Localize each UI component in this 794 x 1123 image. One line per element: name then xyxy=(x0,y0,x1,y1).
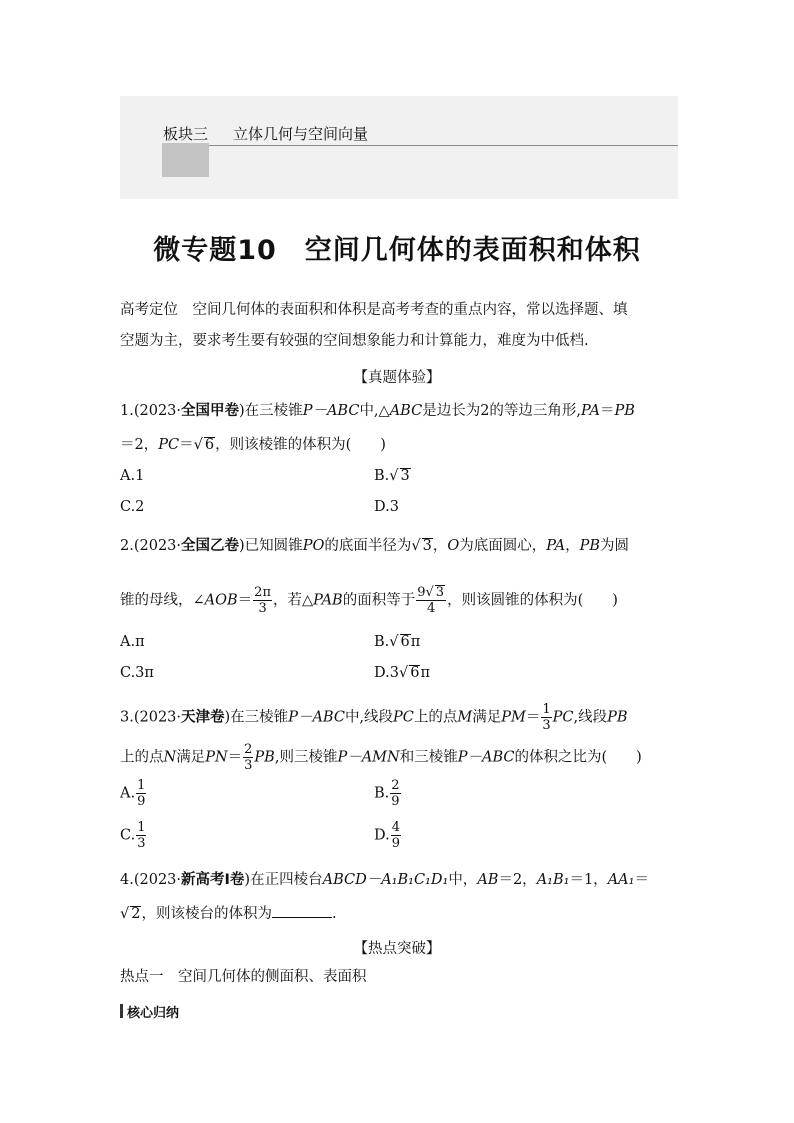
banner-divider xyxy=(209,145,678,146)
page-title xyxy=(0,228,794,267)
question-3-line-1: 3.(2023·天津卷)在三棱锥P－ABC中,线段PC上的点M满足PM＝ $\frac{1}{3}$ PC,线段PB xyxy=(120,702,628,733)
question-4-line-2: √ 2，则该棱台的体积为 . xyxy=(120,903,680,924)
intro-line-2: 空题为主，要求考生要有较强的空间想象能力和计算能力，难度为中低档. xyxy=(120,333,589,349)
question-1-line-1: 1.(2023·全国甲卷)在三棱锥P－ABC中,△ABC是边长为2的等边三角形,PA＝PB xyxy=(120,403,635,419)
section-heading-zhenti: 【真题体验】 xyxy=(353,370,441,386)
question-3-line-2: 上的点N满足PN＝ $\frac{2}{3}$ PB,则三棱锥P－AMN和三棱锥P－ABC的体积之比为( ) xyxy=(120,742,642,773)
title-text: 空间几何体的表面积和体积 xyxy=(304,235,641,266)
question-1-source: 全国甲卷 xyxy=(181,403,240,419)
question-3-option-c[interactable]: C. $\frac{1}{3}$ xyxy=(120,820,146,851)
question-1-option-a[interactable]: A.1 xyxy=(120,468,145,484)
question-2-option-d[interactable]: D.3√ 6π xyxy=(374,665,430,681)
section-heading-redian: 【热点突破】 xyxy=(353,941,441,957)
fraction-9root3-over-4: $\frac{9√ 3}{4}$ xyxy=(417,585,445,616)
banner-block xyxy=(162,143,209,177)
question-2-line-1: 2.(2023·全国乙卷)已知圆锥PO的底面半径为√ 3，O为底面圆心，PA，PB为圆 xyxy=(120,538,630,554)
answer-blank[interactable] xyxy=(272,903,332,918)
intro-line-1: 高考定位 空间几何体的表面积和体积是高考考查的重点内容，常以选择题、填 xyxy=(120,302,628,318)
question-3-source: 天津卷 xyxy=(181,709,225,726)
question-1-option-d[interactable]: D.3 xyxy=(374,499,399,515)
question-2-option-a[interactable]: A.π xyxy=(120,634,145,650)
question-3-option-d[interactable]: D. $\frac{4}{9}$ xyxy=(374,820,400,851)
question-1-line-2: ＝2，PC＝√ 6，则该棱锥的体积为( ) xyxy=(120,437,386,453)
question-1-option-b[interactable]: B.√ 3 xyxy=(374,468,410,484)
core-marker-bar xyxy=(120,1004,123,1018)
question-4-line-1: 4.(2023·新高考Ⅰ卷)在正四棱台ABCD－A₁B₁C₁D₁中，AB＝2，A₁B₁＝1，AA₁＝ xyxy=(120,872,649,888)
section-label: 板块三 xyxy=(163,125,209,143)
fraction-2-over-3: $\frac{2}{3}$ xyxy=(244,742,253,773)
question-2-option-b[interactable]: B.√ 6π xyxy=(374,634,421,650)
question-2-option-c[interactable]: C.3π xyxy=(120,665,154,681)
question-3-option-a[interactable]: A. $\frac{1}{9}$ xyxy=(120,778,146,809)
fraction-2pi-over-3: $\frac{2\pi}{3}$ xyxy=(254,585,271,616)
question-2-source: 全国乙卷 xyxy=(181,538,240,554)
question-1-option-c[interactable]: C.2 xyxy=(120,499,145,515)
core-summary-label: 核心归纳 xyxy=(127,1006,180,1021)
header-banner xyxy=(120,96,678,199)
question-4-source: 新高考Ⅰ卷 xyxy=(181,872,245,888)
title-number: 微专题10 xyxy=(153,235,277,266)
hotspot-1-heading: 热点一 空间几何体的侧面积、表面积 xyxy=(120,969,367,985)
section-topic: 立体几何与空间向量 xyxy=(233,125,369,143)
question-2-line-2: 锥的母线，∠AOB＝ $\frac{2\pi}{3}$ ，若△PAB的面积等于 $\frac{9√ 3}{4}$ ，则该圆锥的体积为( ) xyxy=(120,585,618,616)
fraction-1-over-3: $\frac{1}{3}$ xyxy=(542,702,551,733)
question-3-option-b[interactable]: B. $\frac{2}{9}$ xyxy=(374,778,400,809)
